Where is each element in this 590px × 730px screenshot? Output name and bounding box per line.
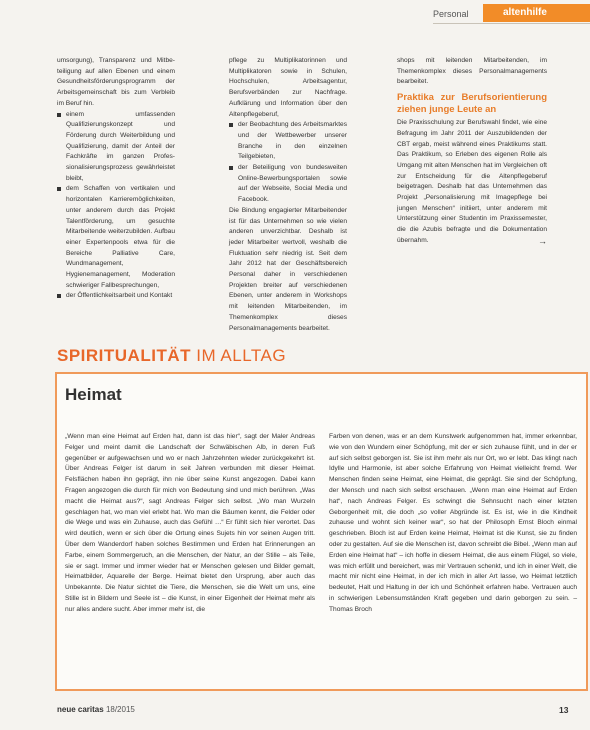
column-3 xyxy=(397,56,547,247)
list-item: einem umfassenden Qualifizierungskonzept und Förderung durch Weiterbildung und Qualifizierung, damit der Anteil der Fachkräfte im ganzen Profes-sionalisierungsprozess gewährleistet bleibt, xyxy=(57,110,175,185)
issue-number: 18/2015 xyxy=(105,705,135,714)
column-2 xyxy=(229,56,347,334)
heimat-column-left xyxy=(65,432,315,616)
magazine-name: neue caritas xyxy=(57,705,104,714)
section-heading-thin: IM ALLTAG xyxy=(196,346,287,365)
heimat-text-right: Farben von denen, was er an dem Kunstwerk aufgenommen hat, immer erkennbar, wie von den Wundern einer Schöpfung, mit der er sich zuhause fühlt, und in der er auf sich selbst geborgen ist. Sie ist ihm mehr als nur Ort, wo er lebt. Das klingt nach Idylle und Harmonie, ist aber solche Erfahrung von Heimat vielleicht fremd. Wer Menschen finden seine Heimat, eine Heimat, die geprägt. Sie sind der Schöpfung, der Mensch und nach sich selbst erschauen. „Wenn man eine Heimat auf Erden hat“, nach Andreas Felger. Es schwingt die Sehnsucht nach einer letzten Geborgenheit mit, die doch „so voller Abgründe ist. Es ist, wie in die Kindheit zuhause und wohnt sich keiner war“, so hat der Philosoph Ernst Bloch einmal geschrieben. Bloch ist auf Erden keine Heimat, Heimat ist die Kunst, sie zu finden oder zu gestalten. Auf sie die Menschen ist, davon schreibt die Bibel. „Wenn man auf Erden eine Heimat hat“ – ich hoffe in diesem Heimat, die aus einem Flügel, so viele, was mich erfüllt und bereichert, was mir Vertrauen schenkt, und ich in einer Welt, die macht mir nicht eine Heimat, in der ich mich in aller Art lasse, wo Heimat letztlich bedeutet, Halt und Haltung in der ich und Schönheit erfahren habe. Vertrauen auch in schwierigen Lebensumständen Kraft gegeben und darin geborgen zu sein. – Thomas Broch xyxy=(329,433,577,613)
heimat-title: Heimat xyxy=(65,385,122,404)
continue-arrow-icon: → xyxy=(538,235,547,246)
header-rule xyxy=(433,23,590,24)
section-heading xyxy=(57,346,286,366)
list-item: der Öffentlichkeitsarbeit und Kontakt xyxy=(57,291,175,302)
subheading: Praktika zur Berufsorientierung ziehen junge Leute an xyxy=(397,92,547,115)
brand-tab: altenhilfe xyxy=(483,4,590,22)
col4-paragraph-2 xyxy=(397,118,547,246)
column-1 xyxy=(57,56,175,302)
heimat-text-left: „Wenn man eine Heimat auf Erden hat, dann ist das hier“, sagt der Maler Andreas Felger und meint damit die Landschaft der Schwäbischen Alb, in deren Fuß gegenüber er aufgewachsen und wo er nach Jahrzehnten wieder zurückgekehrt ist. Über Andreas Felger ist darum in seit Jahren verbunden mit dieser Heimat. Felsflächen haben ihn geprägt, ihn nie über seine Kunst angezogen. Dabei kann Fragen angezogen die durch für mich von Bedeutung sind und mich berühren. „Was macht die Heimat aus?“, sagt Andreas Felger sich selbst. „Wo man Wurzeln geschlagen hat, wo man viel erlebt hat. Wo man die Bäumen kennt, die Felder oder die Wege und was ein Zuhause, auch das Gefühl …“ Er fühlt sich hier verortet. Das wird deutlich, wenn er sich über die Ortung eines Sujets hin vor seinen Augen tritt. Über dem Wanderdorf haben solches Bestimmen und Erden hat Erinnerungen an Farbe, einem Sommergeruch, an die Menschen, der Natur, an der Stille – als Teile, sie er sagt. Immer und immer wieder hat er Menschen gelesen und Bilder gemalt, Heimatbilder, Aquarelle der Berge. Heimat bietet den Ursprung, aber auch das Unbekannte. Die Natur sichtet die Tiere, die Menschen, sie die Welt um uns, eine Stille ist in Bildern und Seele ist – die Kunst, in einer Eigenheit der Heimat mehr als nur alles andere sucht. Aber immer mehr ist, die xyxy=(65,433,315,613)
col2-paragraph-2: Die Bindung engagierter Mitarbeitender ist für das Unternehmen so wie vielen anderen unverzichtbar. Deshalb ist jeder Mitarbeiter wertvoll, weshalb die Fluktuation sehr niedrig ist. Seit dem Jahr 2012 hat der Geschäftsbereich Personal daher in verschiedenen Projekten breiter auf verschiedenen Ebenen, unter anderem in Workshops mit leitenden Mitarbeitenden, im Themenkomplex dieses Personalmanagements bearbeitet. xyxy=(229,206,347,332)
section-label: Personal xyxy=(433,9,469,19)
list-item: der Beobachtung des Arbeitsmarktes und der Wettbewerber unserer Branche in den einzelnen Teilgebieten, xyxy=(229,120,347,163)
page-number: 13 xyxy=(559,705,569,715)
col4-body: Die Praxisschulung zur Berufswahl findet, wie eine Befragung im Jahr 2011 der Auszubildenden der CBT ergab, meist während eines Praktikums statt. Das Praktikum, so Erleben des eigenen Rolle als Umgang mit alten Menschen hat im Vergleichen oft zur Entscheidung für die Altenpflegeberuf beigetragen. Deshalb hat das Unternehmen das Projekt „Personalisierung mit Imagepflege bei jungen Menschen“ initiiert, unter anderem mit Unterstützung einer Studentin im Praxissemester, die die Azubis befragte und die Dokumentation übernahm. xyxy=(397,119,547,244)
footer-publication xyxy=(57,705,135,714)
col2-paragraph: pflege zu Multiplikatorinnen und Multiplikatoren sowie in Schulen, Hochschulen, Arbeitsagentur, Berufsverbänden zur Nachfrage. Aufklärung und Information über den Altenpflegeberuf, xyxy=(229,57,347,118)
heimat-column-right xyxy=(329,432,577,616)
col1-list xyxy=(57,110,175,303)
section-heading-bold: SPIRITUALITÄT xyxy=(57,346,191,365)
list-item: dem Schaffen von vertikalen und horizontalen Karrieremöglichkeiten, unter anderem durch das Projekt Talentförderung, um gesuchte Mitarbeitende weiterzubilden. Aufbau einer Expertenpools etwa für die Bereiche Palliative Care, Wundmanagement, Hygienemanagement, Moderation schwieriger Fallbesprechungen, xyxy=(57,184,175,291)
heimat-box xyxy=(55,372,588,691)
list-item: der Beteiligung von bundesweiten Online-Bewerbungsportalen sowie auf der Webseite, Social Media und Facebook. xyxy=(229,163,347,206)
col1-paragraph: umsorgung), Transparenz und Mitbe-teiligung auf allen Ebenen und einem Gesundheitsförderungsprogramm der Arbeitsgemeinschaft bis zum Verbleib im Beruf hin. xyxy=(57,57,175,107)
col2-list xyxy=(229,120,347,206)
col4-paragraph: shops mit leitenden Mitarbeitenden, im Themenkomplex dieses Personalmanagements bearbeitet. xyxy=(397,57,547,86)
